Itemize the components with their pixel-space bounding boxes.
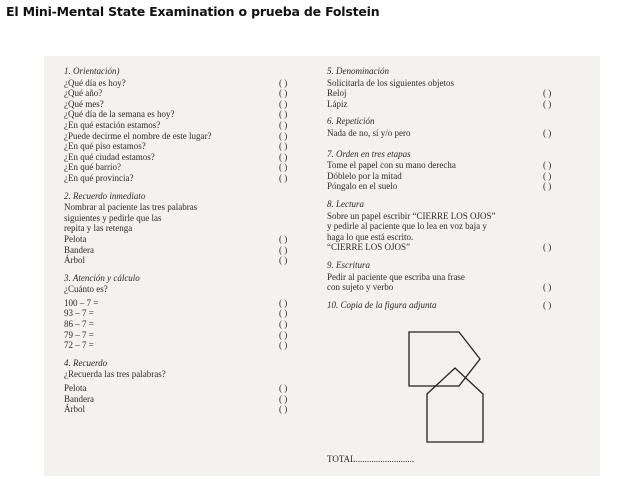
item-row bbox=[64, 109, 314, 120]
answer-box: ( ) bbox=[279, 130, 288, 141]
item-text: Tome el papel con su mano derecha bbox=[327, 160, 456, 171]
answer-box: ( ) bbox=[279, 172, 288, 183]
answer-box: ( ) bbox=[279, 88, 288, 99]
section-heading: 7. Orden en tres etapas bbox=[327, 148, 411, 159]
answer-box: ( ) bbox=[279, 109, 288, 120]
section-orientacion bbox=[64, 66, 314, 184]
item-text: Nada de no, sí y/o pero bbox=[327, 127, 411, 138]
item-row bbox=[64, 78, 314, 89]
item-row bbox=[327, 128, 582, 139]
item-text: ¿En qué estación estamos? bbox=[64, 119, 161, 130]
item-row bbox=[64, 120, 314, 131]
item-row bbox=[64, 245, 314, 256]
section-heading: 1. Orientación) bbox=[64, 66, 120, 76]
item-row bbox=[327, 242, 582, 253]
item-text: Póngalo en el suelo bbox=[327, 181, 398, 192]
pentagon-lower bbox=[427, 368, 483, 442]
item-row bbox=[64, 298, 314, 309]
answer-box: ( ) bbox=[543, 282, 552, 293]
section-recuerdo bbox=[64, 358, 314, 415]
item-row bbox=[64, 319, 314, 330]
answer-box: ( ) bbox=[543, 88, 552, 99]
item-text: ¿Qué día de la semana es hoy? bbox=[64, 109, 175, 120]
answer-box: ( ) bbox=[279, 255, 288, 266]
section-repeticion bbox=[327, 116, 582, 138]
section-heading: 2. Recuerdo inmediato bbox=[64, 190, 146, 201]
item-row bbox=[64, 152, 314, 163]
item-text: 72 – 7 = bbox=[64, 340, 94, 351]
section-copia-figura bbox=[327, 300, 582, 311]
item-row bbox=[327, 300, 582, 311]
intro-line: siguientes y pedirle que las bbox=[64, 212, 162, 223]
item-row bbox=[64, 394, 314, 405]
intro-line: ¿Recuerda las tres palabras? bbox=[64, 369, 166, 380]
intro-line: Nombrar al paciente las tres palabras bbox=[64, 202, 198, 213]
item-row bbox=[64, 330, 314, 341]
item-row bbox=[64, 131, 314, 142]
intro-line: ¿Cuánto es? bbox=[64, 284, 108, 295]
item-row bbox=[64, 340, 314, 351]
intro-line: haga lo que está escrito. bbox=[327, 231, 414, 242]
answer-box: ( ) bbox=[279, 383, 288, 394]
item-row bbox=[64, 255, 314, 266]
item-row bbox=[64, 234, 314, 245]
section-heading: 10. Copia de la figura adjunta bbox=[327, 299, 437, 310]
answer-box: ( ) bbox=[543, 127, 552, 138]
answer-box: ( ) bbox=[279, 162, 288, 173]
item-text: 79 – 7 = bbox=[64, 329, 94, 340]
total-line: TOTAL.......................... bbox=[327, 454, 415, 464]
item-text: ¿Qué día es hoy? bbox=[64, 77, 126, 88]
scanned-form bbox=[44, 56, 600, 476]
item-row bbox=[64, 383, 314, 394]
item-text: ¿Qué mes? bbox=[64, 98, 104, 109]
item-row bbox=[64, 99, 314, 110]
intro-line: Solicitarla de los siguientes objetos bbox=[327, 77, 454, 88]
section-heading: 8. Lectura bbox=[327, 198, 364, 209]
answer-box: ( ) bbox=[543, 181, 552, 192]
answer-box: ( ) bbox=[279, 319, 288, 330]
item-text: Bandera bbox=[64, 244, 94, 255]
item-row bbox=[64, 173, 314, 184]
answer-box: ( ) bbox=[543, 299, 552, 310]
answer-box: ( ) bbox=[543, 160, 552, 171]
section-escritura bbox=[327, 260, 582, 293]
left-column bbox=[64, 66, 314, 419]
intro-line: Sobre un papel escribir “CIERRE LOS OJOS” bbox=[327, 210, 496, 221]
item-row bbox=[64, 88, 314, 99]
answer-box: ( ) bbox=[279, 297, 288, 308]
answer-box: ( ) bbox=[279, 404, 288, 415]
item-text: Árbol bbox=[64, 255, 85, 266]
item-text: Lápiz bbox=[327, 98, 348, 109]
intro-line: Pedir al paciente que escriba una frase bbox=[327, 271, 465, 282]
section-heading: 4. Recuerdo bbox=[64, 357, 108, 368]
item-text: “CIERRE LOS OJOS” bbox=[327, 242, 410, 253]
answer-box: ( ) bbox=[279, 233, 288, 244]
item-row bbox=[64, 141, 314, 152]
item-text: Bandera bbox=[64, 393, 94, 404]
section-heading: 9. Escritura bbox=[327, 259, 371, 270]
item-text: ¿Puede decirme el nombre de este lugar? bbox=[64, 130, 212, 141]
item-text: Reloj bbox=[327, 88, 347, 99]
section-denominacion bbox=[327, 66, 582, 109]
answer-box: ( ) bbox=[543, 242, 552, 253]
item-text: ¿En qué provincia? bbox=[64, 172, 134, 183]
item-row bbox=[327, 181, 582, 192]
item-row bbox=[327, 88, 582, 99]
slide-title: El Mini-Mental State Examination o prueba de Folstein bbox=[6, 4, 380, 19]
answer-box: ( ) bbox=[279, 141, 288, 152]
answer-box: ( ) bbox=[279, 393, 288, 404]
section-orden-tres-etapas bbox=[327, 149, 582, 192]
answer-box: ( ) bbox=[279, 308, 288, 319]
answer-box: ( ) bbox=[279, 329, 288, 340]
item-text: ¿En qué piso estamos? bbox=[64, 141, 146, 152]
item-text: 93 – 7 = bbox=[64, 308, 94, 319]
item-text: Dóblelo por la mitad bbox=[327, 170, 402, 181]
item-text: Pelota bbox=[64, 233, 87, 244]
answer-box: ( ) bbox=[543, 98, 552, 109]
answer-box: ( ) bbox=[279, 98, 288, 109]
answer-box: ( ) bbox=[543, 170, 552, 181]
item-text: Pelota bbox=[64, 383, 87, 394]
item-text: ¿En qué barrio? bbox=[64, 162, 121, 173]
answer-box: ( ) bbox=[279, 119, 288, 130]
item-text: con sujeto y verbo bbox=[327, 282, 394, 293]
item-row bbox=[64, 308, 314, 319]
item-row bbox=[327, 99, 582, 110]
item-row bbox=[64, 404, 314, 415]
section-atencion-calculo bbox=[64, 273, 314, 351]
item-row bbox=[327, 282, 582, 293]
item-text: 86 – 7 = bbox=[64, 319, 94, 330]
item-row bbox=[327, 171, 582, 182]
answer-box: ( ) bbox=[279, 77, 288, 88]
section-heading: 5. Denominación bbox=[327, 66, 389, 76]
intro-line: repita y las retenga bbox=[64, 223, 133, 234]
item-text: ¿Qué año? bbox=[64, 88, 103, 99]
section-recuerdo-inmediato bbox=[64, 191, 314, 266]
item-row bbox=[64, 162, 314, 173]
item-text: 100 – 7 = bbox=[64, 297, 99, 308]
intro-line: y pedirle al paciente que lo lea en voz baja y bbox=[327, 221, 487, 232]
item-text: Árbol bbox=[64, 404, 85, 415]
intersecting-pentagons-figure bbox=[403, 324, 513, 449]
answer-box: ( ) bbox=[279, 151, 288, 162]
item-text: ¿En qué ciudad estamos? bbox=[64, 151, 155, 162]
answer-box: ( ) bbox=[279, 340, 288, 351]
right-column bbox=[327, 66, 582, 314]
section-heading: 3. Atención y cálculo bbox=[64, 272, 140, 283]
item-row bbox=[327, 160, 582, 171]
answer-box: ( ) bbox=[279, 244, 288, 255]
section-heading: 6. Repetición bbox=[327, 116, 375, 127]
section-lectura bbox=[327, 199, 582, 253]
